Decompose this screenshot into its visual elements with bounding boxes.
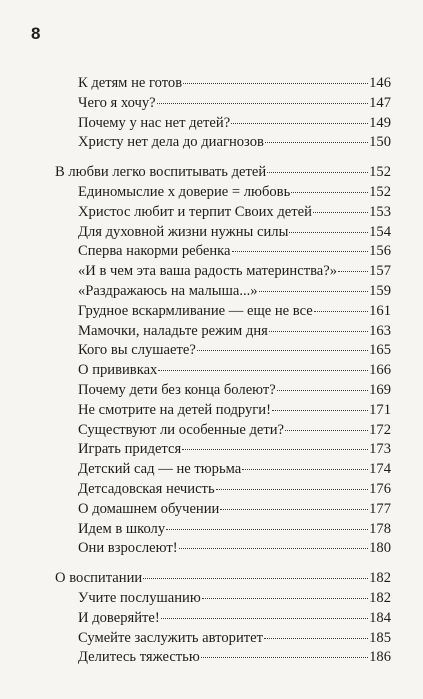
toc-entry-title: Христос любит и терпит Своих детей — [78, 204, 312, 220]
toc-dot-leader — [166, 529, 368, 530]
toc-entry — [78, 438, 391, 460]
toc-entry-page: 156 — [369, 243, 391, 259]
toc-dot-leader — [291, 192, 368, 193]
toc-entry-title: И доверяйте! — [78, 610, 160, 626]
toc-entry-page: 172 — [369, 422, 391, 438]
toc-entry-page: 165 — [369, 342, 391, 358]
toc-dot-leader — [143, 578, 368, 579]
toc-entry-page: 176 — [369, 481, 391, 497]
toc-entry-page: 147 — [369, 95, 391, 111]
toc-entry-title: Детский сад — не тюрьма — [78, 461, 242, 477]
toc-entry — [78, 646, 391, 668]
toc-entry-page: 171 — [369, 402, 391, 418]
toc-entry — [78, 339, 391, 361]
toc-entry-page: 178 — [369, 521, 391, 537]
toc-entry-title: Грудное вскармливание — еще не все — [78, 303, 313, 319]
toc-dot-leader — [157, 103, 368, 104]
toc-entry-page: 152 — [369, 184, 391, 200]
toc-entry-page: 146 — [369, 75, 391, 91]
toc-entry-page: 161 — [369, 303, 391, 319]
toc-entry-title: «И в чем эта ваша радость материнства?» — [78, 263, 338, 279]
toc-entry-page: 182 — [369, 570, 391, 586]
toc-entry-title: Для духовной жизни нужны силы — [78, 224, 289, 240]
toc-entry — [78, 359, 391, 381]
toc-entry-title: Кого вы слушаете? — [78, 342, 196, 358]
toc-dot-leader — [179, 548, 369, 549]
toc-entry — [78, 498, 391, 520]
toc-dot-leader — [183, 83, 368, 84]
toc-entry-page: 157 — [369, 263, 391, 279]
toc-entry-title: О домашнем обучении — [78, 501, 220, 517]
toc-entry — [78, 201, 391, 223]
toc-entry-title: Мамочки, наладьте режим дня — [78, 323, 268, 339]
toc-dot-leader — [202, 598, 368, 599]
toc-entry-title: О прививках — [78, 362, 158, 378]
toc-dot-leader — [197, 350, 368, 351]
toc-entry — [78, 379, 391, 401]
toc-entry-title: Существуют ли особенные дети? — [78, 422, 285, 438]
toc-entry-page: 154 — [369, 224, 391, 240]
toc-entry-title: Сперва накорми ребенка — [78, 243, 231, 259]
toc-entry-title: Идем в школу — [78, 521, 166, 537]
toc-entry-page: 166 — [369, 362, 391, 378]
toc-entry-title: Не смотрите на детей подруги! — [78, 402, 271, 418]
toc-dot-leader — [272, 410, 368, 411]
toc-entry-title: Сумейте заслужить авторитет — [78, 630, 264, 646]
toc-entry — [78, 537, 391, 559]
toc-dot-leader — [267, 172, 368, 173]
toc-dot-leader — [231, 123, 368, 124]
toc-entry-page: 186 — [369, 649, 391, 665]
toc-entry-page: 180 — [369, 540, 391, 556]
toc-entry-title: Играть придется — [78, 441, 182, 457]
toc-entry-title: Почему дети без конца болеют? — [78, 382, 276, 398]
toc-entry-title: К детям не готов — [78, 75, 183, 91]
toc-entry — [78, 300, 391, 322]
toc-dot-leader — [277, 390, 368, 391]
toc-dot-leader — [242, 469, 368, 470]
toc-entry-title: Единомыслие x доверие = любовь — [78, 184, 291, 200]
toc-dot-leader — [264, 638, 368, 639]
toc-dot-leader — [338, 271, 368, 272]
toc-entry-page: 153 — [369, 204, 391, 220]
toc-entry-page: 173 — [369, 441, 391, 457]
toc-entry-page: 169 — [369, 382, 391, 398]
toc-entry-page: 152 — [369, 164, 391, 180]
page-number: 8 — [31, 24, 41, 43]
toc-entry-page: 177 — [369, 501, 391, 517]
toc-dot-leader — [216, 489, 369, 490]
toc-entry-title: О воспитании — [55, 570, 143, 586]
toc-entry-page: 184 — [369, 610, 391, 626]
toc-entry-page: 182 — [369, 590, 391, 606]
toc-entry-title: Они взрослеют! — [78, 540, 178, 556]
toc-entry — [78, 260, 391, 282]
toc-entry-title: Почему у нас нет детей? — [78, 115, 231, 131]
toc-entry — [78, 240, 391, 262]
toc-entry — [78, 478, 391, 500]
toc-entry-title: Учите послушанию — [78, 590, 201, 606]
toc-dot-leader — [314, 311, 368, 312]
toc-entry-title: Делитесь тяжестью — [78, 649, 200, 665]
toc-entry — [78, 131, 391, 153]
toc-entry-title: Детсадовская нечисть — [78, 481, 215, 497]
toc-entry — [78, 92, 391, 114]
toc-entry — [55, 567, 391, 589]
toc-entry — [78, 72, 391, 94]
toc-dot-leader — [313, 212, 368, 213]
toc-entry — [78, 181, 391, 203]
toc-entry — [78, 587, 391, 609]
toc-dot-leader — [265, 142, 368, 143]
toc-entry-page: 185 — [369, 630, 391, 646]
toc-entry-title: Христу нет дела до диагнозов — [78, 134, 264, 150]
toc-dot-leader — [220, 509, 368, 510]
toc-dot-leader — [161, 618, 368, 619]
toc-entry — [55, 161, 391, 183]
toc-entry-page: 150 — [369, 134, 391, 150]
toc-entry — [78, 280, 391, 302]
toc-entry-title: Чего я хочу? — [78, 95, 156, 111]
toc-entry-page: 159 — [369, 283, 391, 299]
toc-dot-leader — [232, 251, 369, 252]
toc-entry-page: 174 — [369, 461, 391, 477]
toc-dot-leader — [182, 449, 368, 450]
toc-entry-title: В любви легко воспитывать детей — [55, 164, 267, 180]
toc-entry — [78, 458, 391, 480]
toc-dot-leader — [289, 232, 368, 233]
toc-dot-leader — [259, 291, 369, 292]
toc-dot-leader — [269, 331, 368, 332]
toc-dot-leader — [201, 657, 368, 658]
toc-entry-title: «Раздражаюсь на малыша...» — [78, 283, 258, 299]
toc-entry-page: 149 — [369, 115, 391, 131]
toc-dot-leader — [158, 370, 368, 371]
toc-dot-leader — [285, 430, 368, 431]
toc-entry — [78, 607, 391, 629]
toc-entry — [78, 399, 391, 421]
toc-entry-page: 163 — [369, 323, 391, 339]
